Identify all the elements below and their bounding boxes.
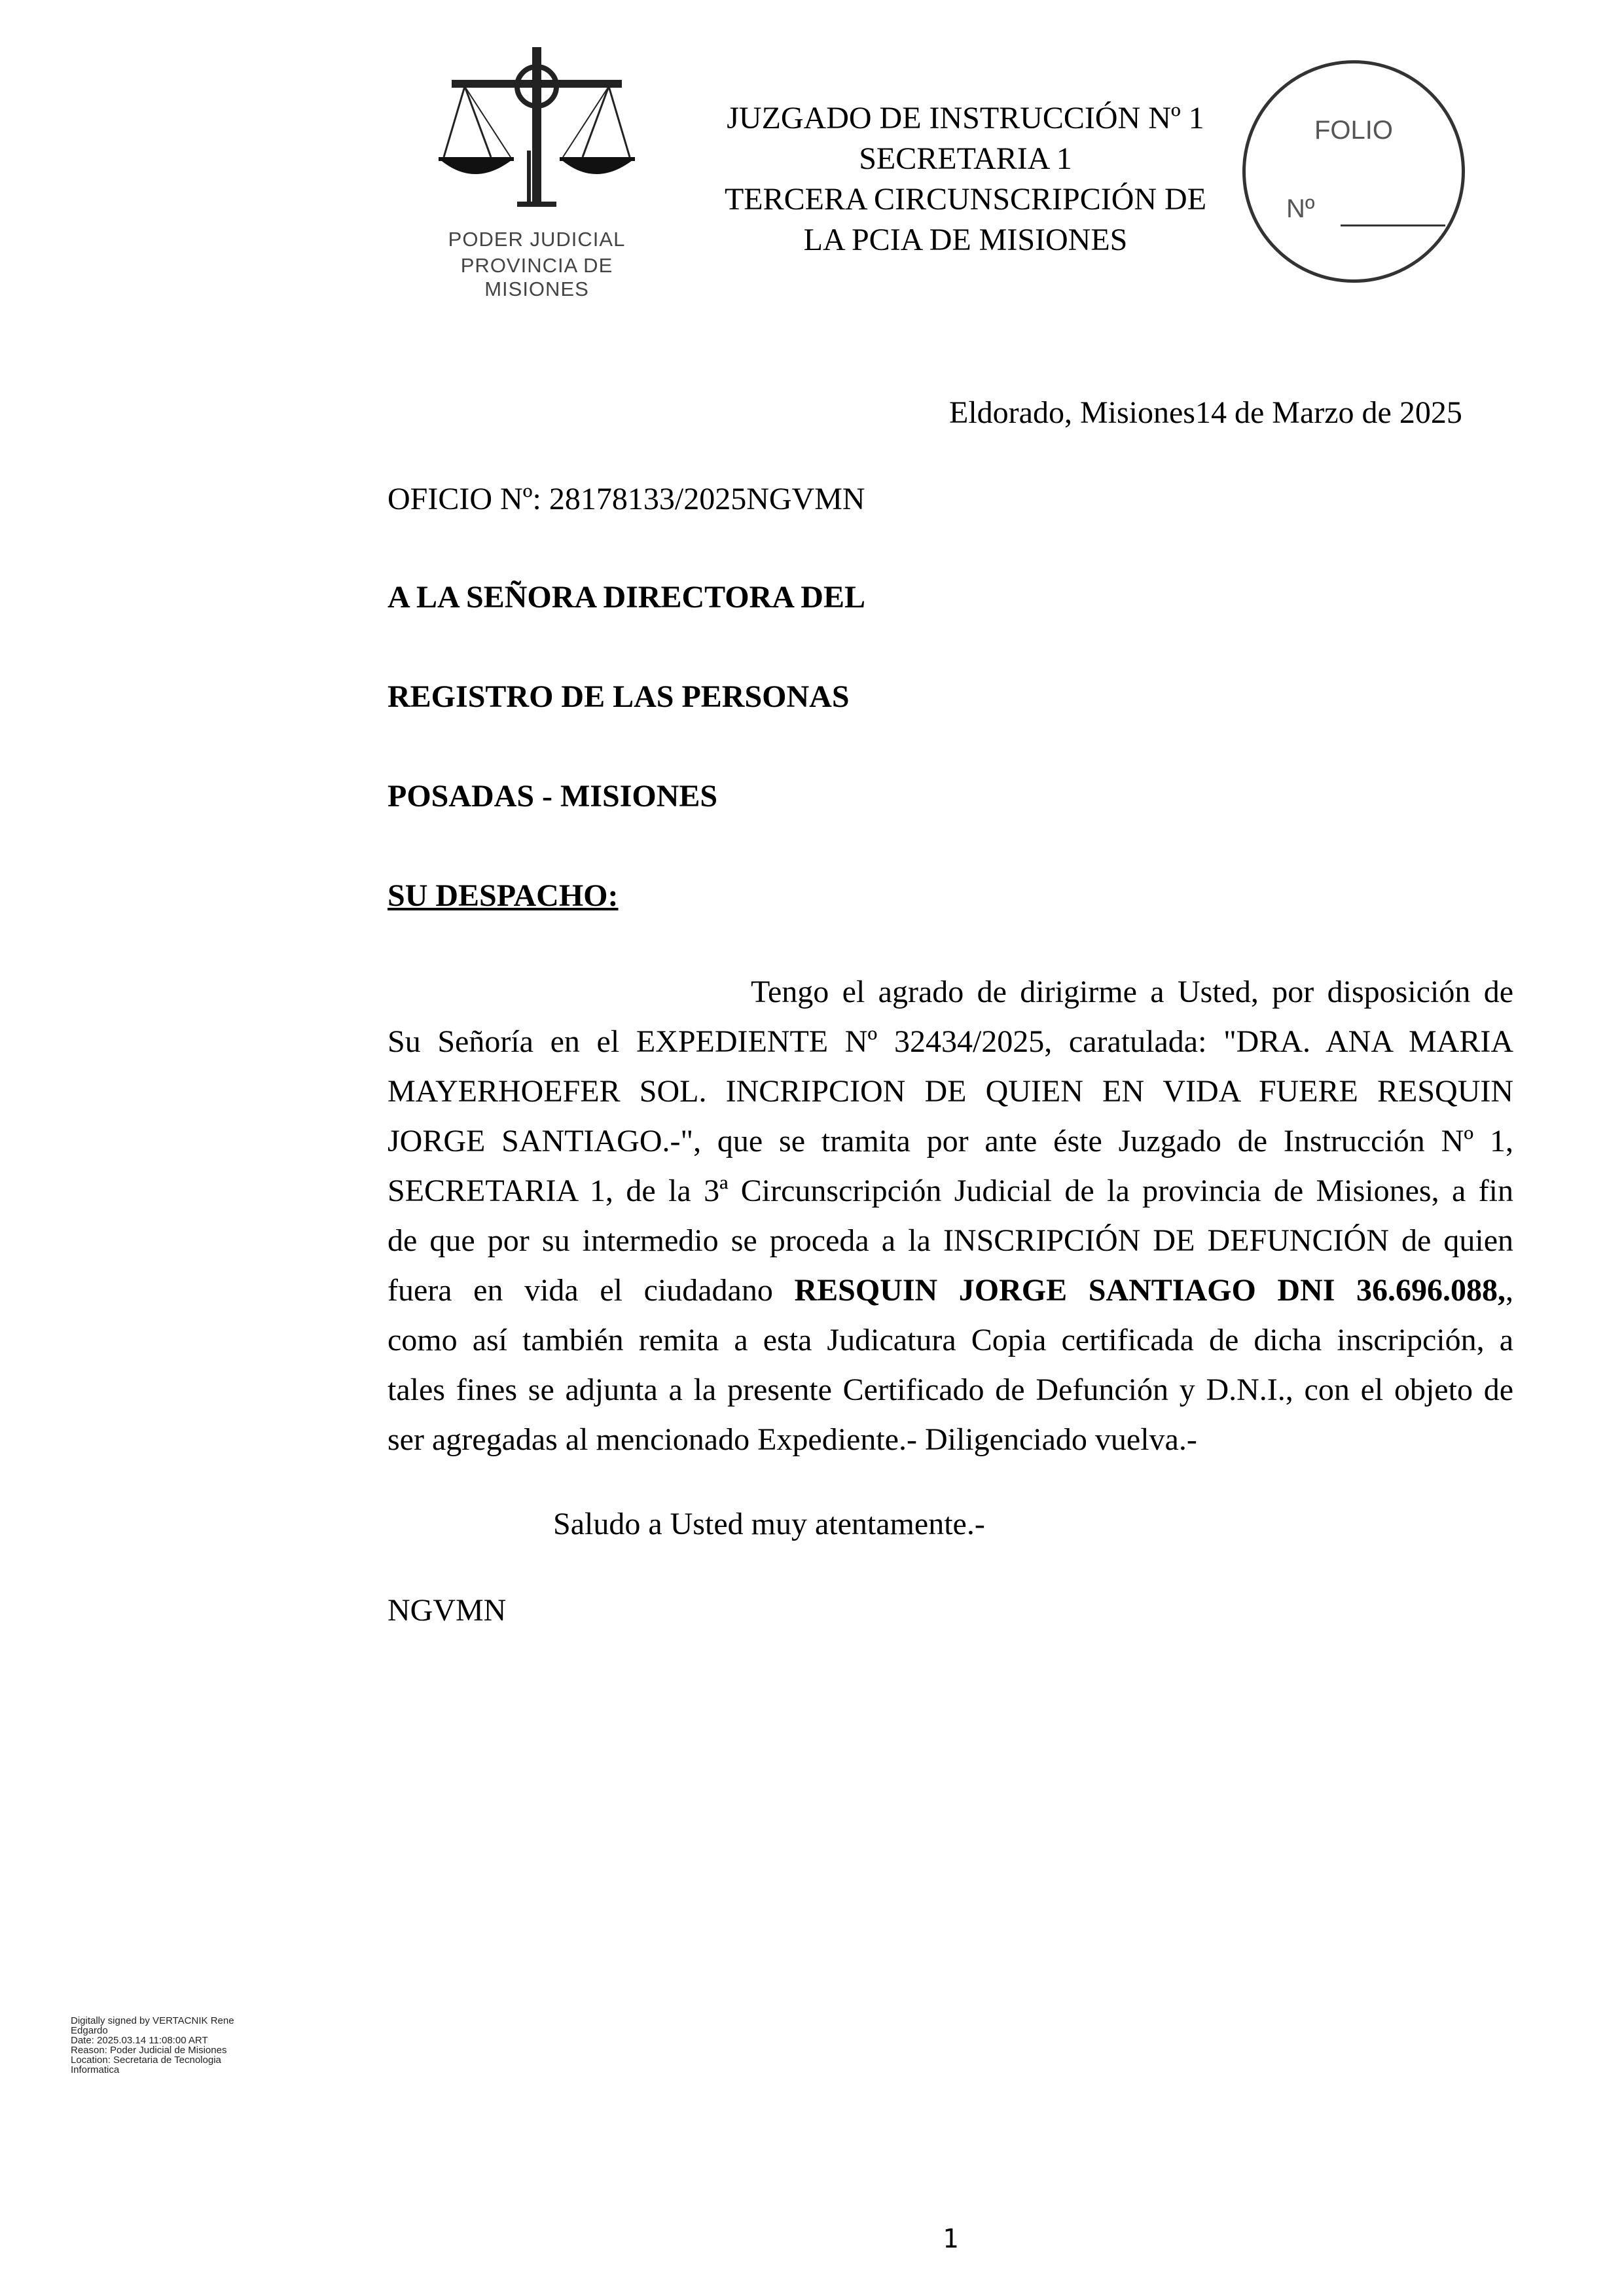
page-number: 1 [943, 2224, 959, 2254]
logo-line-1: PODER JUDICIAL [448, 228, 626, 251]
logo-line-2: PROVINCIA DE MISIONES [460, 254, 613, 300]
letter-body [388, 967, 1513, 1465]
initials: NGVMN [388, 1593, 507, 1628]
header-line-4: LA PCIA DE MISIONES [803, 223, 1128, 257]
closing: Saludo a Usted muy atentamente.- [553, 1507, 985, 1541]
signature-line-3: Date: 2025.03.14 11:08:00 ART [71, 2035, 208, 2046]
body-line-10: ser agregadas al mencionado Expediente.- Diligenciado vuelva.- [388, 1422, 1197, 1457]
folio-stamp [1242, 60, 1465, 283]
deceased-name-dni: RESQUIN JORGE SANTIAGO DNI 36.696.088, [794, 1273, 1506, 1308]
body-line-4: JORGE SANTIAGO.-", que se tramita por ante éste Juzgado de Instrucción Nº 1, [388, 1124, 1513, 1158]
body-line-7 [388, 1266, 1513, 1316]
recipient-line-3: POSADAS - MISIONES [388, 779, 718, 814]
body-line-8: como así también remita a esta Judicatura Copia certificada de dicha inscripción, a [388, 1323, 1513, 1357]
folio-number-label: Nº [1286, 194, 1315, 223]
court-logo [406, 46, 668, 300]
body-line-9: tales fines se adjunta a la presente Certificado de Defunción y D.N.I., con el objeto de [388, 1372, 1513, 1407]
body-line-2: Su Señoría en el EXPEDIENTE Nº 32434/2025, caratulada: "DRA. ANA MARIA [388, 1024, 1513, 1059]
date-line: Eldorado, Misiones14 de Marzo de 2025 [949, 395, 1462, 430]
body-line-1: Tengo el agrado de dirigirme a Usted, por disposición de [751, 975, 1513, 1009]
oficio-number: OFICIO Nº: 28178133/2025NGVMN [388, 482, 865, 516]
body-line-3: MAYERHOEFER SOL. INCRIPCION DE QUIEN EN VIDA FUERE RESQUIN [388, 1074, 1513, 1109]
folio-number-line [1341, 224, 1445, 226]
recipient-line-2: REGISTRO DE LAS PERSONAS [388, 679, 850, 714]
header-line-1: JUZGADO DE INSTRUCCIÓN Nº 1 [727, 101, 1204, 135]
body-line-7-post: , [1506, 1273, 1514, 1308]
digital-signature [71, 2016, 287, 2075]
scales-of-justice-icon [439, 46, 635, 223]
body-line-5: SECRETARIA 1, de la 3ª Circunscripción Judicial de la provincia de Misiones, a fin [388, 1174, 1513, 1208]
header-line-3: TERCERA CIRCUNSCRIPCIÓN DE [724, 182, 1207, 217]
body-line-6: de que por su intermedio se proceda a la INSCRIPCIÓN DE DEFUNCIÓN de quien [388, 1223, 1513, 1258]
court-header [681, 98, 1250, 260]
signature-line-5: Location: Secretaria de Tecnologia [71, 2054, 221, 2066]
signature-line-6: Informatica [71, 2064, 120, 2075]
folio-label: FOLIO [1314, 116, 1394, 145]
recipient-line-1: A LA SEÑORA DIRECTORA DEL [388, 580, 865, 615]
recipient-line-4: SU DESPACHO: [388, 878, 619, 913]
body-line-7-pre: fuera en vida el ciudadano [388, 1273, 773, 1308]
signature-line-4: Reason: Poder Judicial de Misiones [71, 2045, 227, 2056]
signature-line-1: Digitally signed by VERTACNIK Rene [71, 2015, 234, 2026]
signature-line-2: Edgardo [71, 2025, 108, 2036]
header-line-2: SECRETARIA 1 [859, 141, 1072, 176]
